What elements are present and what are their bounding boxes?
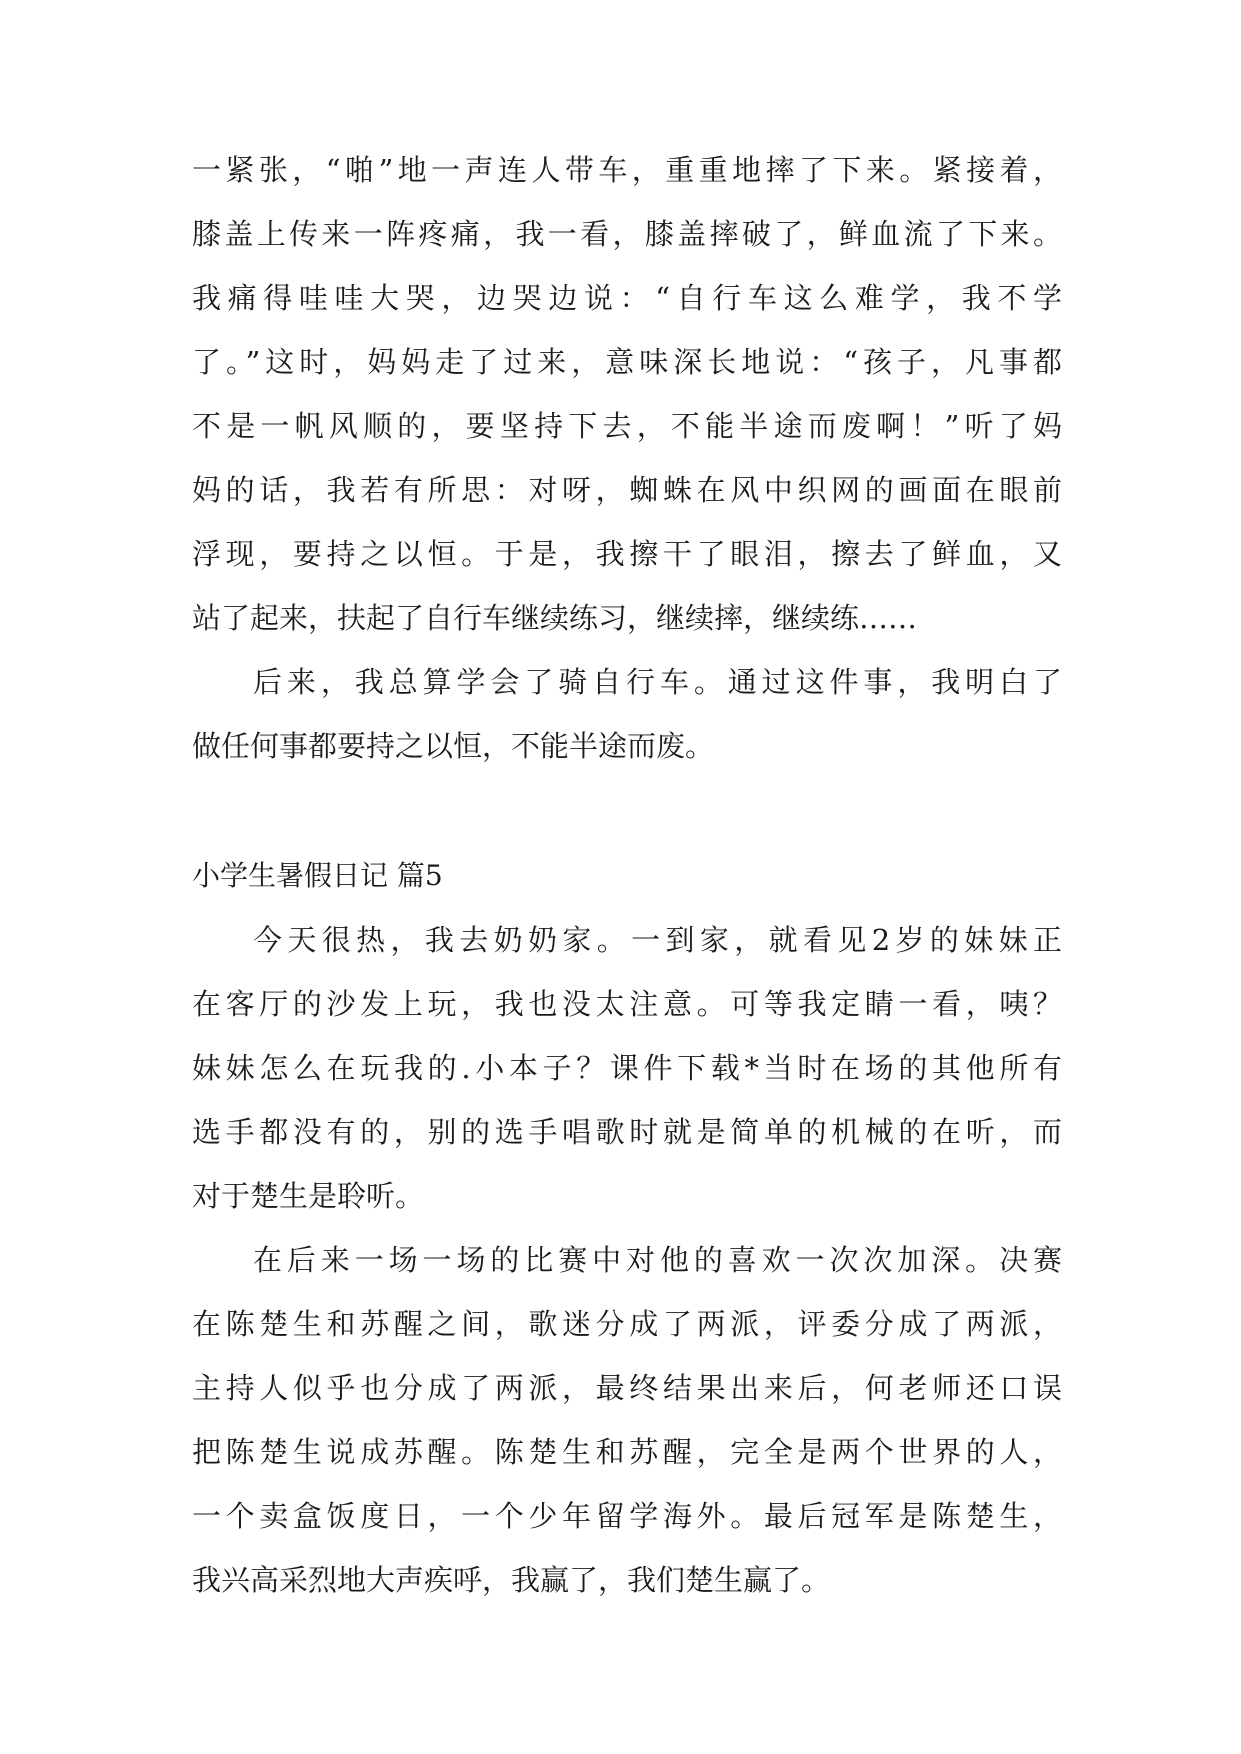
paragraph-line: 一个卖盒饭度日，一个少年留学海外。最后冠军是陈楚生， (192, 1499, 1062, 1533)
paragraph-line: 膝盖上传来一阵疼痛，我一看，膝盖摔破了，鲜血流了下来。 (192, 217, 1062, 251)
paragraph-line: 在客厅的沙发上玩，我也没太注意。可等我定睛一看，咦？ (192, 987, 1062, 1021)
paragraph-line: 妈的话，我若有所思：对呀，蜘蛛在风中织网的画面在眼前 (192, 473, 1062, 507)
paragraph-line: 对于楚生是聆听。 (192, 1179, 425, 1213)
paragraph-line: 在陈楚生和苏醒之间，歌迷分成了两派，评委分成了两派， (192, 1307, 1062, 1341)
section-title: 小学生暑假日记 篇5 (192, 859, 443, 892)
paragraph-line: 一紧张，“啪”地一声连人带车，重重地摔了下来。紧接着， (192, 153, 1062, 187)
paragraph-line: 了。”这时，妈妈走了过来，意味深长地说：“孩子，凡事都 (192, 345, 1062, 379)
paragraph-line: 浮现，要持之以恒。于是，我擦干了眼泪，擦去了鲜血，又 (192, 537, 1062, 571)
paragraph-line: 我痛得哇哇大哭，边哭边说：“自行车这么难学，我不学 (192, 281, 1062, 315)
paragraph-line: 我兴高采烈地大声疾呼，我赢了，我们楚生赢了。 (192, 1563, 831, 1597)
paragraph-line: 做任何事都要持之以恒，不能半途而废。 (192, 729, 715, 763)
paragraph-line: 不是一帆风顺的，要坚持下去，不能半途而废啊！”听了妈 (192, 409, 1062, 443)
paragraph-line: 妹妹怎么在玩我的.小本子？课件下载*当时在场的其他所有 (192, 1051, 1062, 1085)
paragraph-line: 把陈楚生说成苏醒。陈楚生和苏醒，完全是两个世界的人， (192, 1435, 1062, 1469)
paragraph-line: 主持人似乎也分成了两派，最终结果出来后，何老师还口误 (192, 1371, 1062, 1405)
paragraph-line: 选手都没有的，别的选手唱歌时就是简单的机械的在听，而 (192, 1115, 1062, 1149)
paragraph-line: 今天很热，我去奶奶家。一到家，就看见2岁的妹妹正 (253, 923, 1062, 957)
paragraph-line: 在后来一场一场的比赛中对他的喜欢一次次加深。决赛 (253, 1243, 1062, 1277)
paragraph-line: 后来，我总算学会了骑自行车。通过这件事，我明白了 (253, 665, 1062, 699)
paragraph-line: 站了起来，扶起了自行车继续练习，继续摔，继续练…… (192, 601, 918, 635)
